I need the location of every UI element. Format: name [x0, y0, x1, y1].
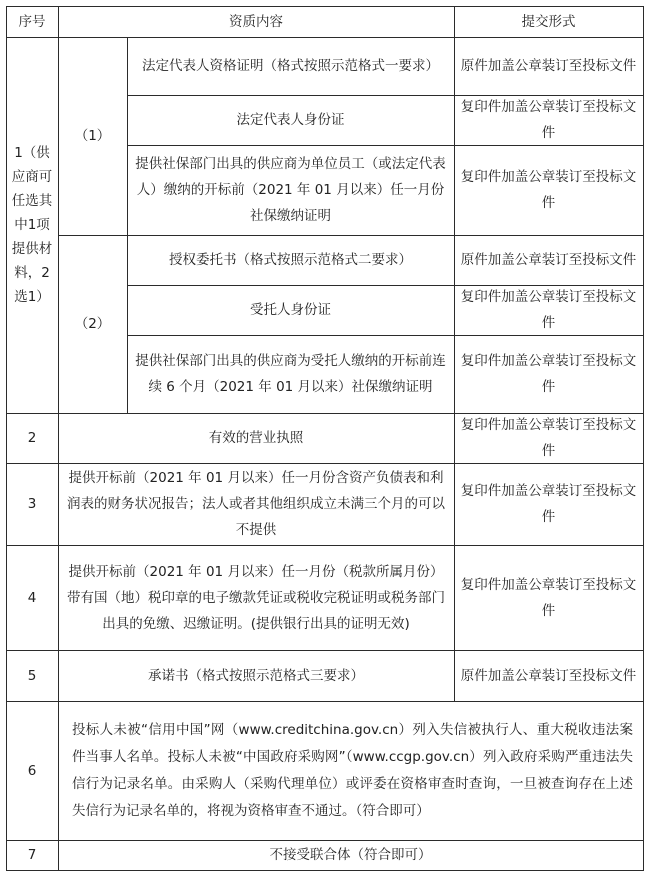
header-no: 序号 — [18, 13, 46, 30]
option2-item2-form: 复印件加盖公章装订至投标文件 — [460, 289, 637, 331]
option1-item3-content: 提供社保部门出具的供应商为单位员工（或法定代表人）缴纳的开标前（2021 年 01 月以来）任一月份社保缴纳证明 — [135, 156, 446, 224]
option2-item1-form: 原件加盖公章装订至投标文件 — [460, 252, 637, 268]
header-content: 资质内容 — [229, 13, 283, 30]
row3-form: 复印件加盖公章装订至投标文件 — [460, 483, 637, 525]
option1-item1-form: 原件加盖公章装订至投标文件 — [460, 58, 637, 74]
option1-item3-form: 复印件加盖公章装订至投标文件 — [460, 169, 637, 211]
row2-no: 2 — [27, 430, 37, 446]
option2-item1-content: 授权委托书（格式按照示范格式二要求） — [169, 252, 412, 268]
row2-form: 复印件加盖公章装订至投标文件 — [460, 417, 637, 459]
row5-form: 原件加盖公章装订至投标文件 — [460, 667, 637, 684]
option2-item2-content: 受托人身份证 — [250, 302, 331, 318]
row4-content: 提供开标前（2021 年 01 月以来）任一月份（税款所属月份）带有国（地）税印章的电子缴款凭证或税收完税证明或税务部门出具的免缴、迟缴证明。(提供银行出具的证明无效) — [67, 563, 445, 632]
row7-content: 不接受联合体（符合即可） — [269, 847, 432, 863]
option2-item3-content: 提供社保部门出具的供应商为受托人缴纳的开标前连续 6 个月（2021 年 01 月以来）社保缴纳证明 — [135, 353, 446, 395]
row5-content: 承诺书（格式按照示范格式三要求） — [148, 667, 364, 684]
row2-content: 有效的营业执照 — [208, 430, 304, 446]
row3-content: 提供开标前（2021 年 01 月以来）任一月份含资产负债表和利润表的财务状况报告；法人或者其他组织成立未满三个月的可以不提供 — [67, 470, 445, 538]
option1-item2-form: 复印件加盖公章装订至投标文件 — [460, 99, 637, 141]
row7-no: 7 — [27, 847, 37, 863]
header-form: 提交形式 — [521, 13, 576, 30]
row4-no: 4 — [27, 589, 37, 606]
row3-no: 3 — [27, 496, 37, 512]
option2-label: （2） — [74, 316, 111, 332]
option1-item1-content: 法定代表人资格证明（格式按照示范格式一要求） — [142, 58, 439, 74]
option2-item3-form: 复印件加盖公章装订至投标文件 — [460, 353, 637, 395]
row5-no: 5 — [27, 667, 37, 684]
row6-content: 投标人未被“信用中国”网（www.creditchina.gov.cn）列入失信被执行人、重大税收违法案件当事人名单。投标人未被“中国政府采购网”（www.ccgp.gov.cn）列入政府采购严重违法失信行为记录名单。由采购人（采购代理单位）或评委在资格审查时查询，一旦被查询存在上述失信行为记录名单的，将视为资格审查不通过。（符合即可） — [72, 721, 633, 819]
row1-no: 1（供应商可任选其中1项提供材料，2选1） — [11, 145, 53, 305]
row6-no: 6 — [27, 762, 37, 779]
option1-item2-content: 法定代表人身份证 — [236, 112, 345, 128]
option1-label: （1） — [74, 128, 111, 144]
row4-form: 复印件加盖公章装订至投标文件 — [460, 576, 637, 619]
